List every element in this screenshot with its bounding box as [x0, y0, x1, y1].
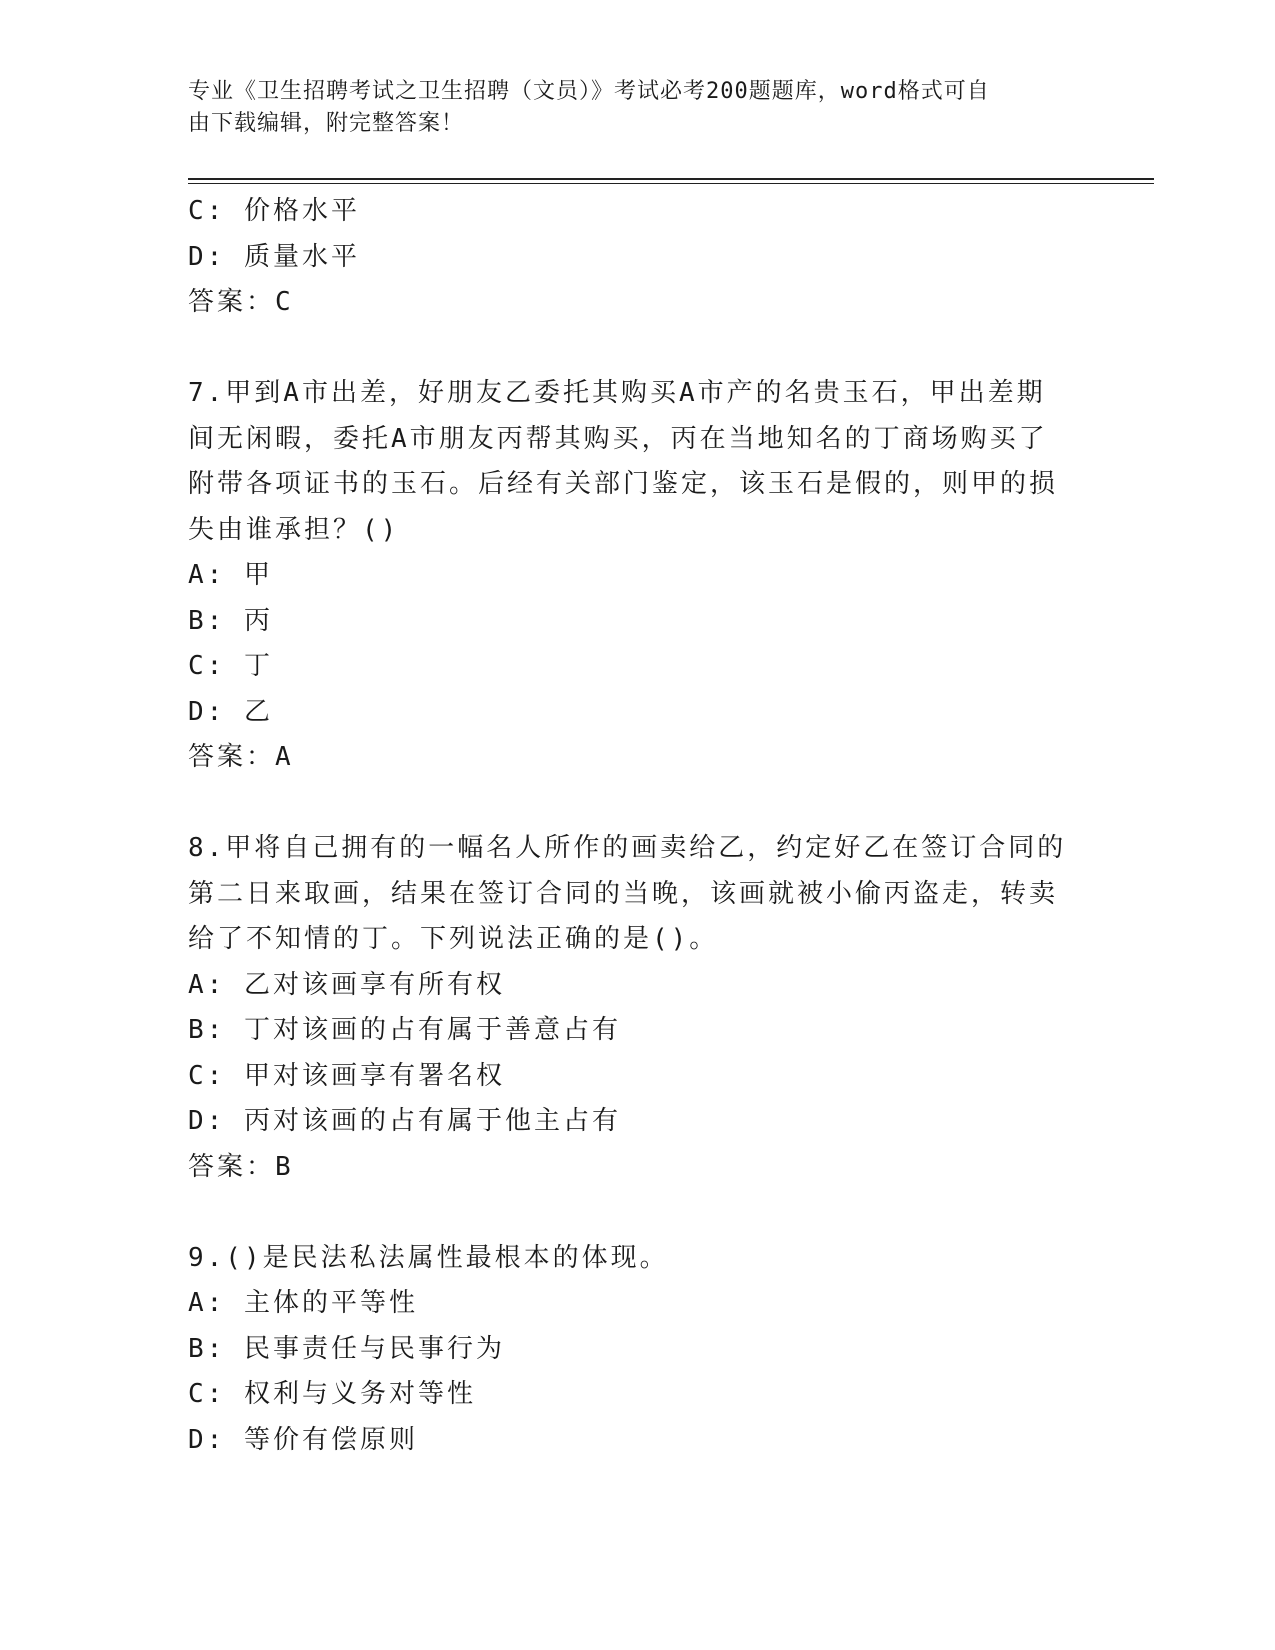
- option-line: D: 乙: [188, 696, 273, 727]
- option-line: B: 丁对该画的占有属于善意占有: [188, 1015, 621, 1045]
- option-line: C: 甲对该画享有署名权: [188, 1060, 505, 1091]
- option-line: B: 丙: [188, 605, 273, 636]
- option-line: C: 价格水平: [188, 196, 360, 226]
- header-divider-thin: [188, 183, 1154, 184]
- option-line: D: 丙对该画的占有属于他主占有: [188, 1106, 621, 1136]
- option-line: B: 民事责任与民事行为: [188, 1333, 505, 1364]
- option-line: D: 质量水平: [188, 241, 360, 272]
- header-divider-thick: [188, 178, 1154, 180]
- option-line: D: 等价有偿原则: [188, 1424, 418, 1455]
- answer-line: 答案：C: [188, 287, 294, 317]
- spacer: [188, 326, 1068, 372]
- question-text-line: 间无闲暇，委托A市朋友丙帮其购买，丙在当地知名的丁商场购买了: [188, 423, 1048, 454]
- question-text-line: 9.()是民法私法属性最根本的体现。: [188, 1242, 669, 1273]
- option-line: A: 主体的平等性: [188, 1288, 418, 1318]
- header-line-1: 专业《卫生招聘考试之卫生招聘（文员）》考试必考200题题库，word格式可自: [188, 79, 990, 104]
- question-text-line: 给了不知情的丁。下列说法正确的是()。: [188, 924, 719, 954]
- answer-line: 答案：A: [188, 742, 294, 772]
- question-text-line: 7.甲到A市出差，好朋友乙委托其购买A市产的名贵玉石，甲出差期: [188, 378, 1046, 408]
- spacer: [188, 1190, 1068, 1236]
- question-text-line: 8.甲将自己拥有的一幅名人所作的画卖给乙，约定好乙在签订合同的: [188, 833, 1067, 863]
- option-line: A: 甲: [188, 560, 273, 590]
- question-text-line: 第二日来取画，结果在签订合同的当晚，该画就被小偷丙盗走，转卖: [188, 878, 1059, 909]
- page-header: [188, 76, 1088, 140]
- header-line-2: 由下载编辑，附完整答案！: [188, 111, 465, 136]
- option-line: C: 权利与义务对等性: [188, 1379, 476, 1409]
- answer-line: 答案：B: [188, 1151, 294, 1182]
- question-text-line: 失由谁承担？(): [188, 514, 400, 545]
- option-line: C: 丁: [188, 651, 273, 681]
- question-text-line: 附带各项证书的玉石。后经有关部门鉴定，该玉石是假的，则甲的损: [188, 469, 1059, 499]
- option-line: A: 乙对该画享有所有权: [188, 969, 505, 1000]
- spacer: [188, 781, 1068, 827]
- question-content: [188, 189, 1068, 1463]
